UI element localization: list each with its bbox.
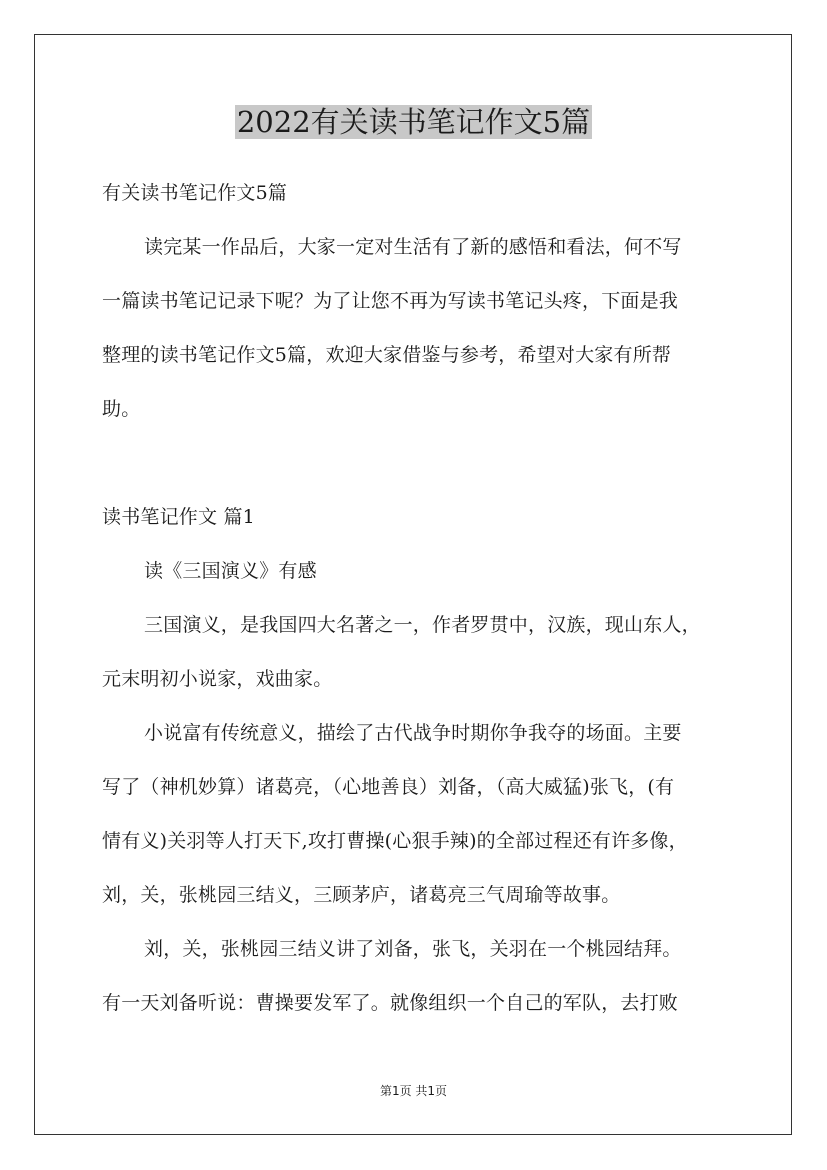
page-footer: 第1页 共1页	[379, 1084, 448, 1098]
body-line: 刘，关，张桃园三结义讲了刘备，张飞，关羽在一个桃园结拜。	[144, 938, 682, 960]
body-line: 情有义)关羽等人打天下,攻打曹操(心狠手辣)的全部过程还有许多像，	[102, 830, 688, 852]
intro-line: 一篇读书笔记记录下呢？为了让您不再为写读书笔记头疼，下面是我	[102, 290, 679, 312]
body-line: 元末明初小说家，戏曲家。	[102, 668, 333, 690]
document-subtitle: 有关读书笔记作文5篇	[102, 182, 288, 204]
body-line: 刘，关，张桃园三结义，三顾茅庐，诸葛亮三气周瑜等故事。	[102, 884, 621, 906]
paragraph-spacer	[102, 436, 726, 490]
body-line: 小说富有传统意义，描绘了古代战争时期你争我夺的场面。主要	[144, 722, 682, 744]
intro-line: 整理的读书笔记作文5篇，欢迎大家借鉴与参考，希望对大家有所帮	[102, 344, 672, 366]
document-title: 2022有关读书笔记作文5篇	[236, 105, 591, 139]
article-title: 读《三国演义》有感	[144, 560, 317, 582]
section-heading: 读书笔记作文 篇1	[102, 506, 255, 528]
intro-line: 读完某一作品后，大家一定对生活有了新的感悟和看法，何不写	[144, 236, 682, 258]
intro-line: 助。	[102, 398, 141, 420]
body-line: 三国演义，是我国四大名著之一，作者罗贯中，汉族，现山东人，	[144, 614, 701, 636]
document-body	[102, 166, 726, 1030]
body-line: 有一天刘备听说：曹操要发军了。就像组织一个自己的军队，去打败	[102, 992, 679, 1014]
body-line: 写了（神机妙算）诸葛亮，（心地善良）刘备，（高大威猛)张飞，(有	[102, 776, 675, 798]
